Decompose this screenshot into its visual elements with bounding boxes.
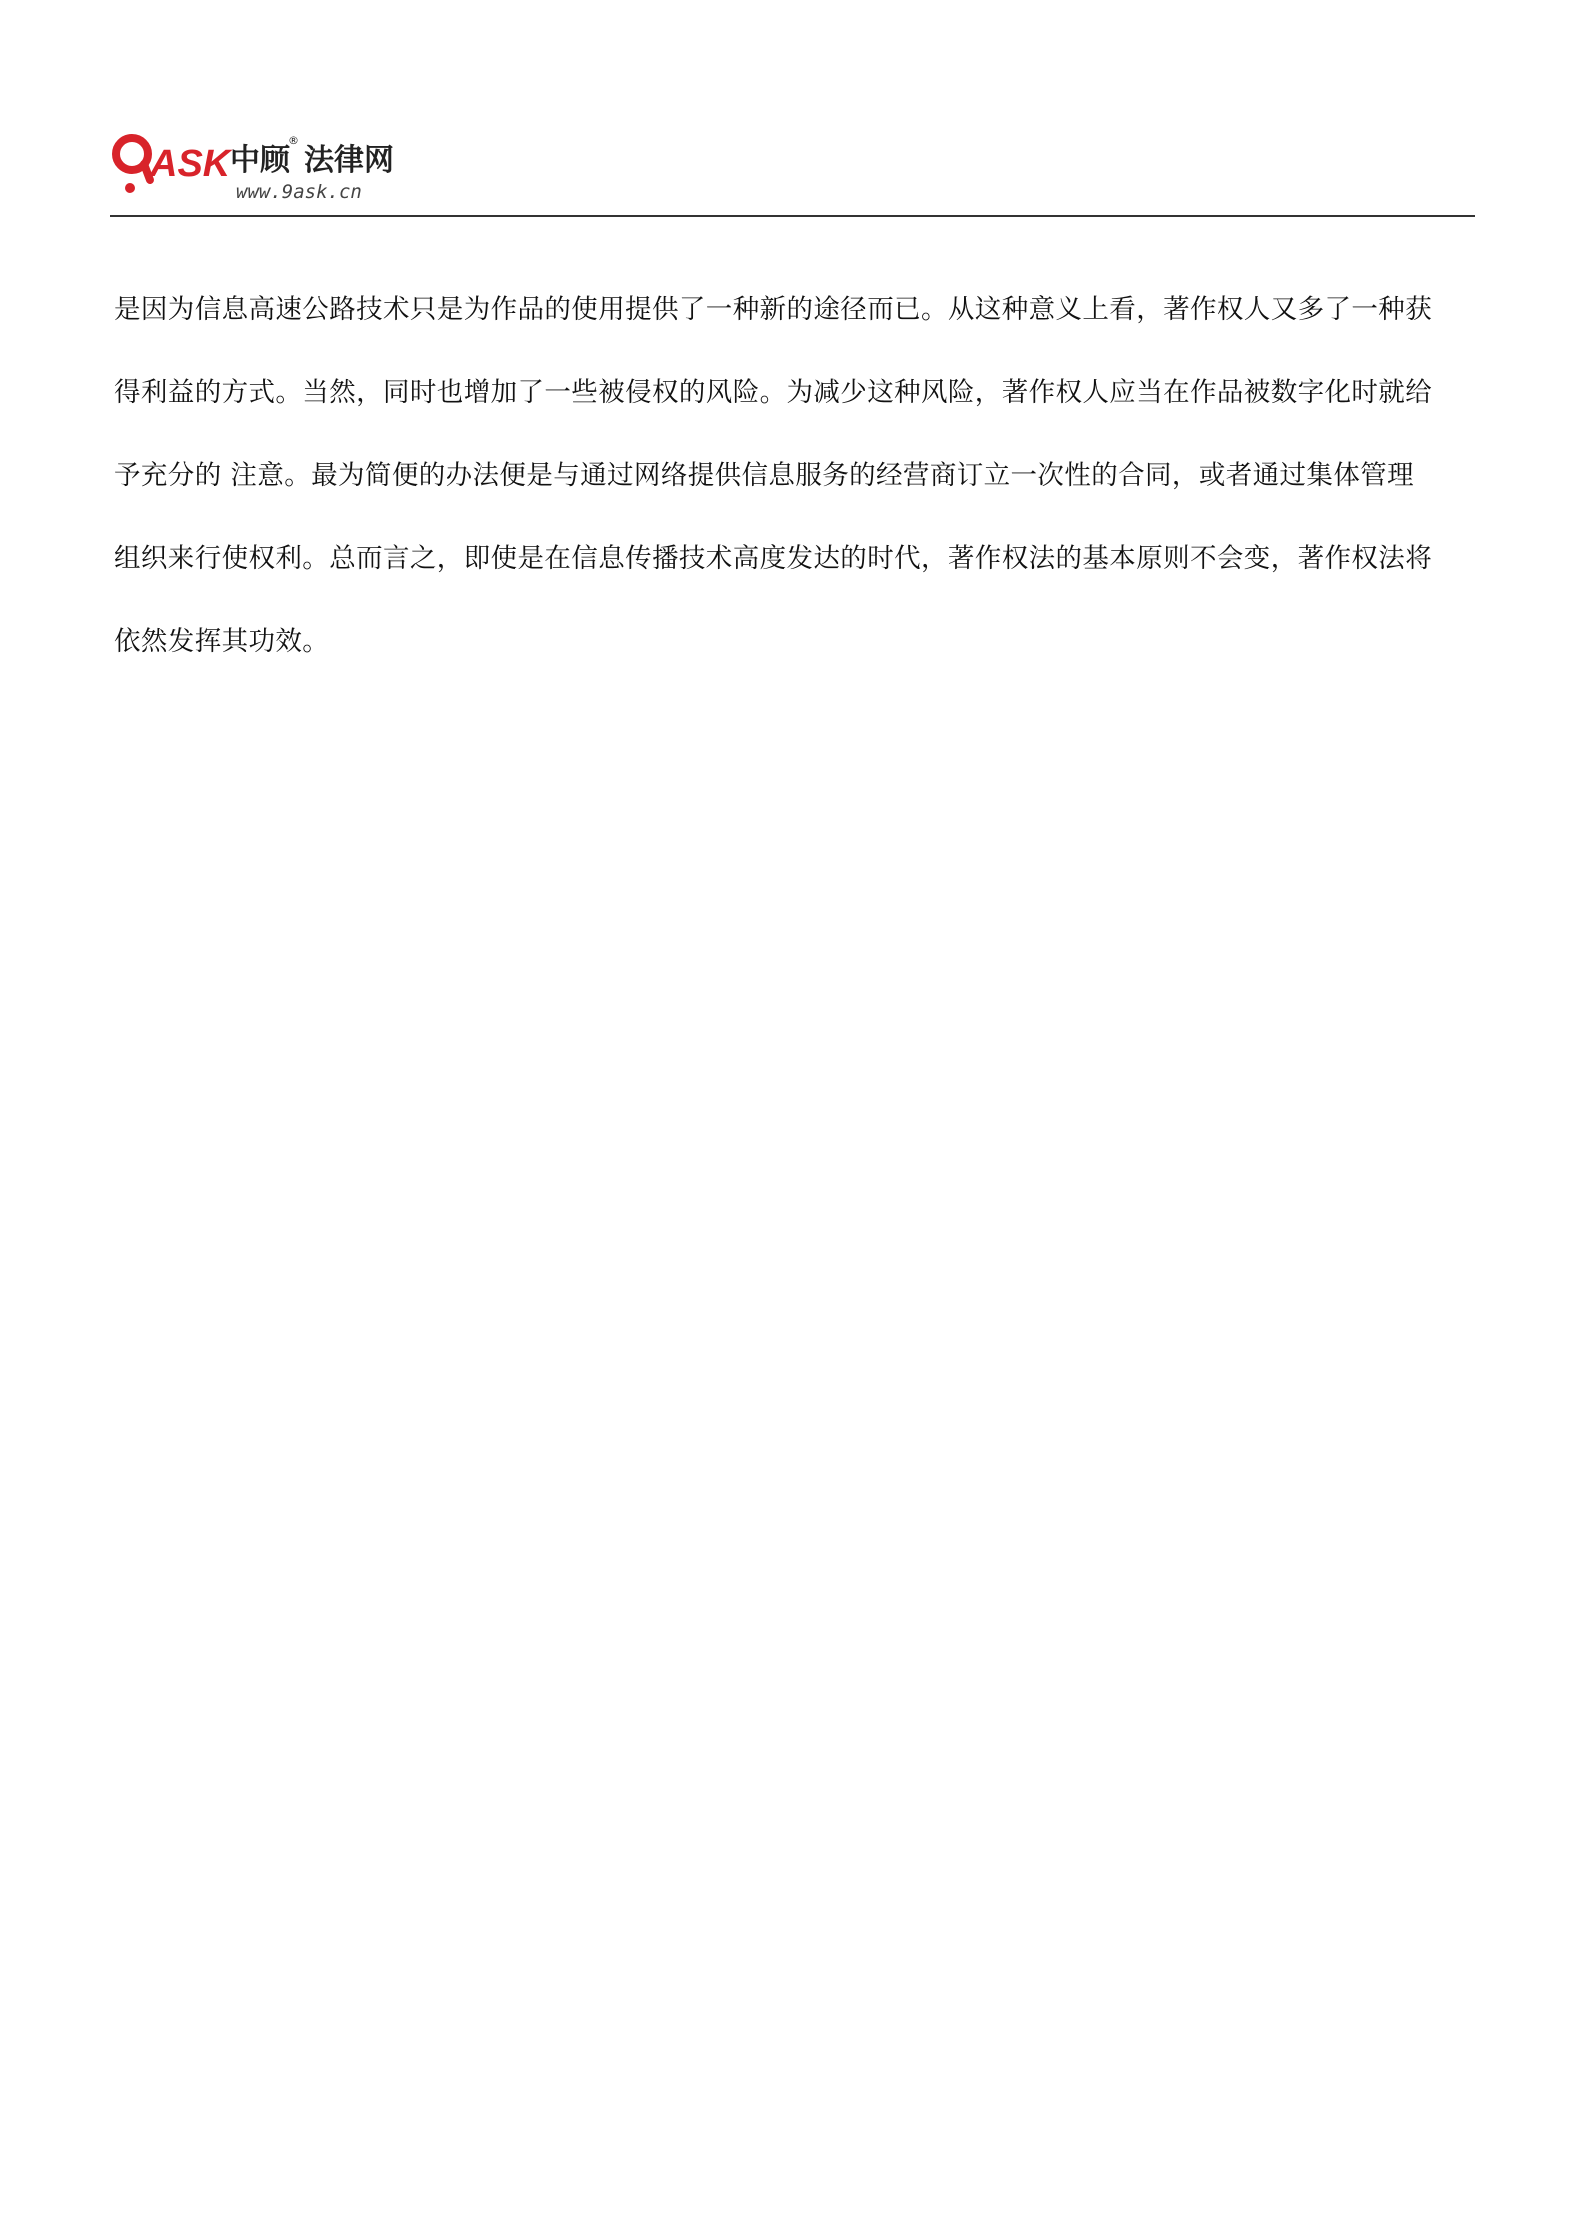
- brand-cn-1: 中顾: [230, 143, 290, 178]
- site-logo[interactable]: [112, 124, 422, 204]
- brand-cn-2: 法律网: [304, 143, 394, 178]
- brand-mark-ask: ASK: [150, 143, 231, 185]
- paragraph-line: 组织来行使权利。总而言之，即使是在信息传播技术高度发达的时代，著作权法的基本原则不会变，著作权法将: [114, 543, 1433, 574]
- paragraph-line: 是因为信息高速公路技术只是为作品的使用提供了一种新的途径而已。从这种意义上看，著作权人又多了一种获: [114, 294, 1433, 325]
- paragraph-line: 得利益的方式。当然，同时也增加了一些被侵权的风险。为减少这种风险，著作权人应当在作品被数字化时就给: [114, 377, 1433, 408]
- site-url[interactable]: www.9ask.cn: [236, 181, 362, 203]
- magnifier-question-icon: [116, 138, 150, 193]
- registered-mark: ®: [288, 134, 299, 147]
- header-divider: [110, 215, 1475, 217]
- page-header: [110, 118, 1475, 218]
- document-body: [114, 268, 1476, 683]
- paragraph-line: 依然发挥其功效。: [114, 626, 330, 657]
- paragraph-line: 予充分的 注意。最为简便的办法便是与通过网络提供信息服务的经营商订立一次性的合同，或者通过集体管理: [114, 460, 1415, 491]
- logo-graphic: [112, 124, 422, 204]
